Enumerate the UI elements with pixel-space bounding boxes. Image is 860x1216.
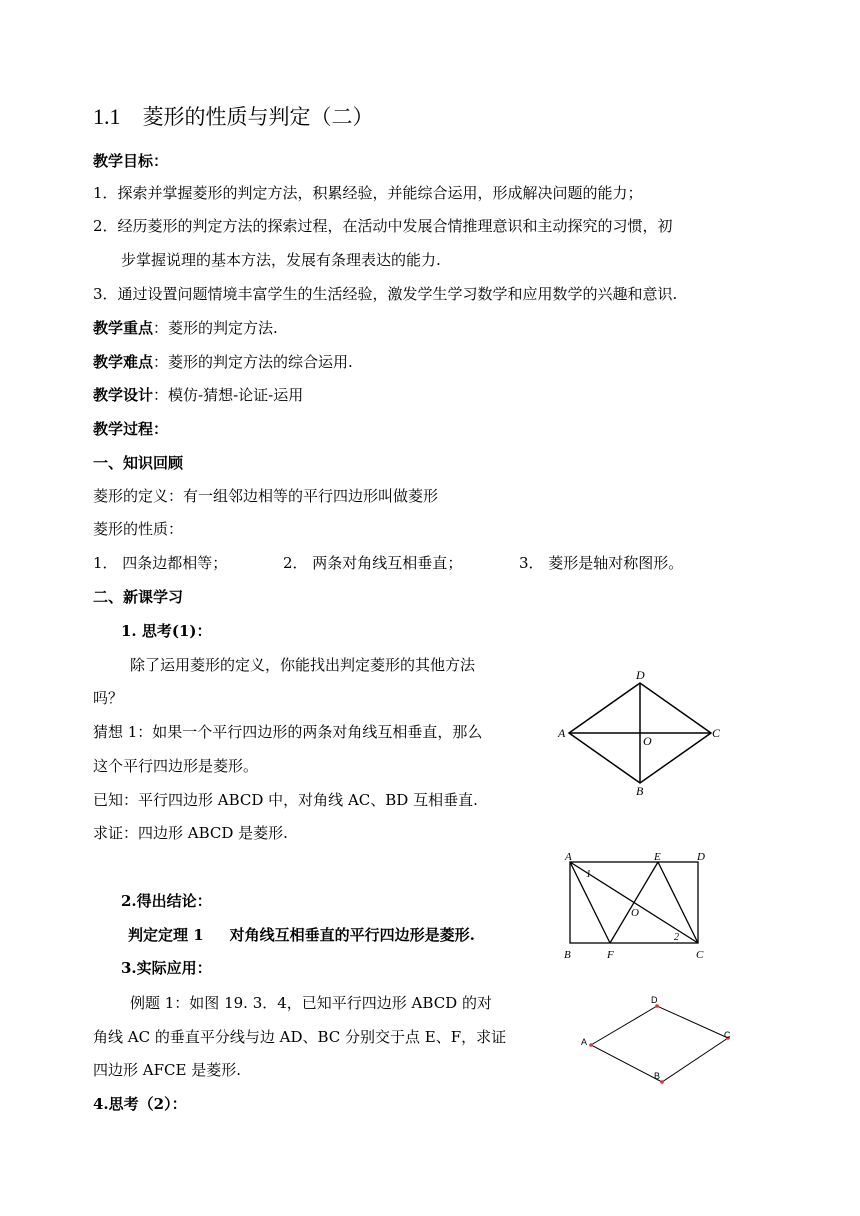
segment-fe <box>610 862 658 943</box>
fig1-label-d: D <box>636 668 645 682</box>
objectives-heading: 教学目标： <box>93 152 169 170</box>
fig1-label-a: A <box>558 726 566 740</box>
application-heading: 3.实际应用： <box>121 959 212 977</box>
title-text: 菱形的性质与判定（二） <box>142 105 374 129</box>
objective-2-cont: 步掌握说理的基本方法，发展有条理表达的能力. <box>121 251 441 269</box>
guess1: 猜想 1：如果一个平行四边形的两条对角线互相垂直，那么 <box>93 723 483 741</box>
rhombus-definition: 菱形的定义：有一组邻边相等的平行四边形叫做菱形 <box>93 487 439 505</box>
fig2-label-o: O <box>631 907 639 919</box>
think1-question: 除了运用菱形的定义，你能找出判定菱形的其他方法 <box>130 656 476 674</box>
example1-cont: 角线 AC 的垂直平分线与边 AD、BC 分别交于点 E、F，求证 <box>93 1028 507 1046</box>
properties-label: 菱形的性质： <box>93 520 184 538</box>
fig1-label-c: C <box>712 726 721 740</box>
known-statement: 已知：平行四边形 ABCD 中，对角线 AC、BD 互相垂直. <box>93 791 478 809</box>
figure-rhombus-diagonals <box>555 668 730 798</box>
objective-3: 3．通过设置问题情境丰富学生的生活经验，激发学生学习数学和应用数学的兴趣和意识. <box>93 285 678 303</box>
theorem-text: 对角线互相垂直的平行四边形是菱形. <box>229 926 475 944</box>
figure-rectangle-bisector <box>560 850 720 962</box>
fig3-label-c: C <box>724 1030 731 1040</box>
key-point-label: 教学重点 <box>93 319 154 337</box>
property-3: 3． 菱形是轴对称图形。 <box>519 554 684 572</box>
think2-heading: 4.思考（2）： <box>93 1095 187 1113</box>
fig3-label-d: D <box>651 995 658 1005</box>
objective-1: 1．探索并掌握菱形的判定方法，积累经验，并能综合运用，形成解决问题的能力； <box>93 184 643 202</box>
fig3-label-a: A <box>581 1037 588 1047</box>
key-point-text: ：菱形的判定方法. <box>153 319 278 337</box>
think1-heading: 1. 思考(1)： <box>121 622 212 640</box>
fig2-label-d: D <box>697 851 705 863</box>
fig2-angle-2: 2 <box>674 932 679 943</box>
example1: 例题 1：如图 19. 3．4，已知平行四边形 ABCD 的对 <box>130 994 492 1012</box>
prove-statement: 求证：四边形 ABCD 是菱形. <box>93 824 288 842</box>
difficulty-text: ：菱形的判定方法的综合运用. <box>153 353 353 371</box>
design-label: 教学设计 <box>93 386 154 404</box>
section1-heading: 一、知识回顾 <box>93 454 184 472</box>
property-1: 1． 四条边都相等； <box>93 554 228 572</box>
objective-2: 2．经历菱形的判定方法的探索过程，在活动中发展合情推理意识和主动探究的习惯，初 <box>93 217 673 235</box>
design-text: ：模仿-猜想-论证-运用 <box>153 386 304 404</box>
figure-parallelogram <box>575 990 745 1090</box>
example1-cont2: 四边形 AFCE 是菱形. <box>93 1061 241 1079</box>
fig2-label-c: C <box>696 949 704 961</box>
fig2-label-a: A <box>565 851 572 863</box>
fig2-label-f: F <box>607 949 614 961</box>
fig3-vertex-b-dot <box>660 1080 664 1084</box>
fig2-label-b: B <box>564 949 571 961</box>
fig2-angle-1: 1 <box>586 869 591 880</box>
difficulty <box>93 352 353 372</box>
conclusion-heading: 2.得出结论： <box>121 892 212 910</box>
design <box>93 385 303 405</box>
fig3-label-b: B <box>654 1071 661 1081</box>
fig3-vertex-a-dot <box>589 1043 593 1047</box>
section2-heading: 二、新课学习 <box>93 588 184 606</box>
fig2-label-e: E <box>654 851 661 863</box>
page-title <box>93 104 374 130</box>
property-2: 2． 两条对角线互相垂直； <box>283 554 463 572</box>
difficulty-label: 教学难点 <box>93 353 154 371</box>
fig1-label-o: O <box>643 734 652 748</box>
process-heading: 教学过程： <box>93 420 169 438</box>
guess1-cont: 这个平行四边形是菱形。 <box>93 757 259 775</box>
title-number: 1.1 <box>93 104 121 129</box>
properties-row <box>93 553 683 573</box>
think1-question-cont: 吗？ <box>93 689 124 707</box>
key-point <box>93 318 278 338</box>
theorem <box>128 925 475 945</box>
fig1-label-b: B <box>636 784 644 798</box>
theorem-label: 判定定理 1 <box>128 926 204 944</box>
